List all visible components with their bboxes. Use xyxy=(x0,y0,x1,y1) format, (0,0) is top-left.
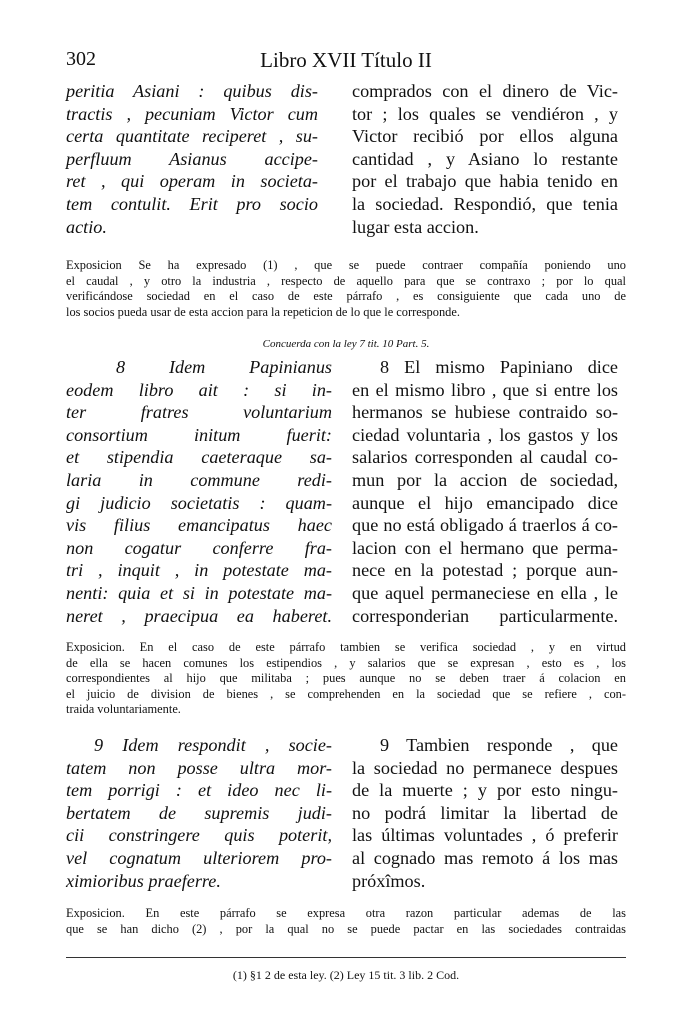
spanish-line: aunque el hijo emancipado dice xyxy=(352,492,618,513)
latin-line: cii constringere quis poterit, xyxy=(66,825,332,846)
exposicion-2 xyxy=(66,640,626,718)
latin-line: 9 Idem respondit , socie- xyxy=(94,735,332,755)
latin-line: perfluum Asianus accipe- xyxy=(66,148,318,169)
spanish-line: la sociedad no permanece despues xyxy=(352,757,618,778)
running-title: Libro XVII Título II xyxy=(260,48,432,72)
spanish-line: hermanos se hubiese contraido so- xyxy=(352,402,618,423)
footnote-rule xyxy=(66,957,626,958)
exposicion-line: correspondientes al hijo que militaba ; pues aunque no se deben traer á colacion en xyxy=(66,671,626,686)
exposicion-line: Exposicion. En el caso de este párrafo tambien se verifica sociedad , y en virtud xyxy=(66,640,626,654)
latin-line: laria in commune redi- xyxy=(66,469,332,490)
exposicion-line: que se han dicho (2) , por la qual no se puede pactar en las sociedades contraidas xyxy=(66,921,626,936)
exposicion-3 xyxy=(66,906,626,937)
concordance-note: Concuerda con la ley 7 tit. 10 Part. 5. xyxy=(262,338,430,350)
exposicion-line: de ella se hacen comunes los estipendios , y salarios que se expresan , esto es , los xyxy=(66,655,626,670)
spanish-line: corresponderian particularmente. xyxy=(352,605,618,626)
latin-line: neret , praecipua ea haberet. xyxy=(66,605,332,626)
exposicion-line: Exposicion. En este párrafo se expresa otra razon particular ademas de las xyxy=(66,906,626,920)
latin-line: actio. xyxy=(66,216,107,237)
latin-line: gi judicio societatis : quam- xyxy=(66,492,332,513)
exposicion-line: traida voluntariamente. xyxy=(66,702,181,717)
spanish-line: salarios corresponden al caudal co- xyxy=(352,447,618,468)
latin-line: 8 Idem Papinianus xyxy=(116,357,332,377)
footnotes: (1) §1 2 de esta ley. (2) Ley 15 tit. 3 lib. 2 Cod. xyxy=(232,968,460,982)
spanish-line: tor ; los quales se vendiéron , y xyxy=(352,103,618,124)
spanish-line: que aquel permaneciese en ella , le xyxy=(352,582,618,603)
spanish-line: próxîmos. xyxy=(352,870,426,891)
exposicion-1 xyxy=(66,258,626,320)
page-number: 302 xyxy=(66,48,96,70)
latin-line: tri , inquit , in potestate ma- xyxy=(66,560,332,581)
spanish-line: 8 El mismo Papiniano dice xyxy=(380,357,618,377)
latin-line: vis filius emancipatus haec xyxy=(66,515,332,536)
latin-line: bertatem de supremis judi- xyxy=(66,802,332,823)
exposicion-line: el juicio de division de bienes , se comprehenden en la sociedad que se refiere , con- xyxy=(66,686,626,701)
latin-line: peritia Asiani : quibus dis- xyxy=(66,81,318,101)
spanish-line: comprados con el dinero de Vic- xyxy=(352,81,618,101)
spanish-line: de la muerte ; y por esto ningu- xyxy=(352,780,618,801)
latin-column-2 xyxy=(66,356,332,627)
spanish-line: 9 Tambien responde , que xyxy=(380,735,618,755)
latin-line: tractis , pecuniam Victor cum xyxy=(66,103,318,124)
spanish-line: lacion con el hermano que perma- xyxy=(352,537,618,558)
spanish-line: cantidad , y Asiano lo restante xyxy=(352,148,618,169)
spanish-line: que no está obligado á traerlos á co- xyxy=(352,515,618,536)
latin-line: tem porrigi : et ideo nec li- xyxy=(66,780,332,801)
exposicion-line: verificándose sociedad en el caso de este párrafo , es consiguiente que cada uno de xyxy=(66,289,626,304)
latin-column-3 xyxy=(66,734,332,892)
spanish-column-1 xyxy=(352,80,618,238)
spanish-line: mun por la accion de sociedad, xyxy=(352,469,618,490)
spanish-line: no podrá limitar la libertad de xyxy=(352,802,618,823)
spanish-line: lugar esta accion. xyxy=(352,216,479,237)
spanish-line: al cognado mas remoto á los mas xyxy=(352,847,618,868)
spanish-line: Victor recibió por ellos alguna xyxy=(352,126,618,147)
exposicion-line: los socios pueda usar de esta accion para la repeticion de lo que le corresponde. xyxy=(66,304,460,319)
spanish-column-2 xyxy=(352,356,618,627)
spanish-line: nece en la potestad ; porque aun- xyxy=(352,560,618,581)
latin-line: ter fratres voluntarium xyxy=(66,402,332,423)
latin-line: et stipendia caeteraque sa- xyxy=(66,447,332,468)
latin-column-1 xyxy=(66,80,318,238)
exposicion-line: Exposicion Se ha expresado (1) , que se puede contraer compañía poniendo uno xyxy=(66,258,626,272)
latin-line: tem contulit. Erit pro socio xyxy=(66,193,318,214)
latin-line: eodem libro ait : si in- xyxy=(66,379,332,400)
spanish-line: ciedad voluntaria , los gastos y los xyxy=(352,424,618,445)
spanish-line: por el trabajo que habia tenido en xyxy=(352,171,618,192)
page-header xyxy=(66,48,626,78)
latin-line: certa quantitate reciperet , su- xyxy=(66,126,318,147)
latin-line: consortium initum fuerit: xyxy=(66,424,332,445)
exposicion-line: el caudal , y otro la industria , respecto de aquello para que se contraxo ; por lo qual xyxy=(66,273,626,288)
latin-line: ret , qui operam in societa- xyxy=(66,171,318,192)
latin-line: ximioribus praeferre. xyxy=(66,870,221,891)
latin-line: tatem non posse ultra mor- xyxy=(66,757,332,778)
latin-line: vel cognatum ulteriorem pro- xyxy=(66,847,332,868)
spanish-line: la sociedad. Respondió, que tenia xyxy=(352,193,618,214)
latin-line: nenti: quia et si in potestate ma- xyxy=(66,582,332,603)
spanish-line: en el mismo libro , que si entre los xyxy=(352,379,618,400)
latin-line: non cogatur conferre fra- xyxy=(66,537,332,558)
spanish-column-3 xyxy=(352,734,618,892)
spanish-line: las últimas voluntades , ó preferir xyxy=(352,825,618,846)
